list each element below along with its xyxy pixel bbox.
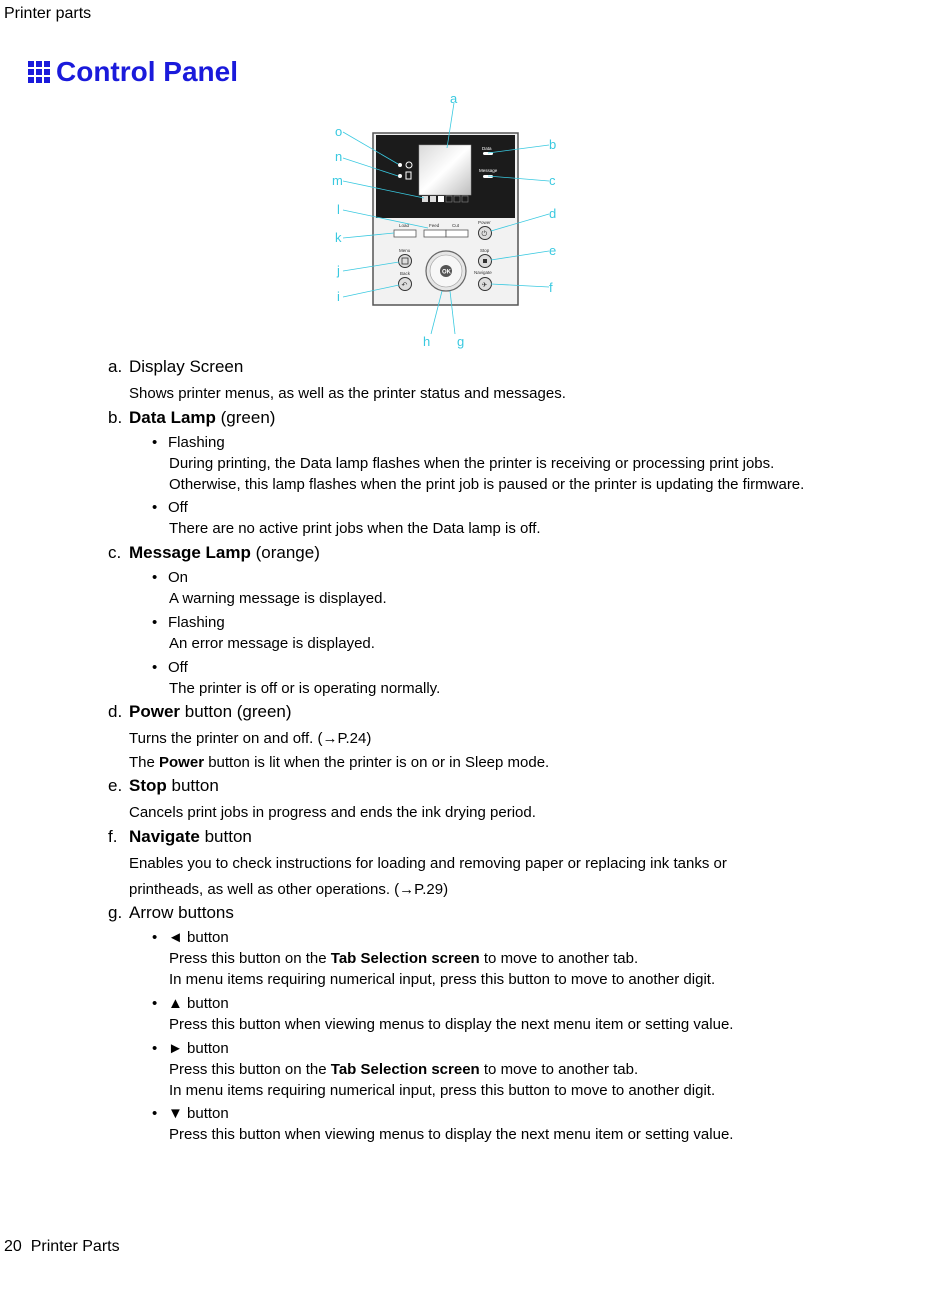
svg-text:⏻: ⏻ [481,230,488,238]
item-c-bullet-3-text: The printer is off or is operating normally. [169,680,441,697]
section-title-block [28,56,238,88]
item-g-bullet-down: • ▼ button [152,1105,229,1122]
running-header: Printer parts [4,5,92,22]
svg-text:OK: OK [442,269,451,276]
callout-c: c [549,173,556,188]
svg-text:↶: ↶ [401,281,408,289]
callout-h: h [423,334,431,349]
svg-text:Cut: Cut [452,223,460,228]
svg-text:Load: Load [399,223,410,228]
item-f-heading: f. Navigate button [108,827,252,846]
svg-text:Navigate: Navigate [474,270,492,275]
item-g-bullet-right-text: Press this button on the Tab Selection screen to move to another tab. In menu items requiring numerical input, press this button to move to another digit. [169,1061,716,1099]
page-title: Control Panel [56,56,239,87]
page-number: 20 [4,1238,22,1255]
item-c-heading: c. Message Lamp (orange) [108,543,320,562]
item-d-description-2: The Power button is lit when the printer is on or in Sleep mode. [129,754,550,771]
svg-text:Menu: Menu [399,248,411,253]
item-f-description-1: Enables you to check instructions for loading and removing paper or replacing ink tanks or [129,855,727,872]
item-b-bullet-1-text: During printing, the Data lamp flashes when the printer is receiving or processing print jobs. Otherwise, this lamp flashes when the print job is paused or the printer is updating the firmware. [169,455,805,493]
svg-text:✈: ✈ [481,281,488,289]
svg-text:Feed: Feed [429,223,440,228]
item-g-bullet-left: • ◄ button [152,929,229,946]
callout-o: o [335,124,343,139]
callout-a: a [450,91,458,106]
item-c-bullet-2: • Flashing [152,614,225,631]
item-f-description-2: printheads, as well as other operations. (→P.29) [129,881,449,898]
callout-k: k [335,230,342,245]
footer-section: Printer Parts [30,1238,120,1255]
control-panel-figure [330,88,570,353]
item-c-bullet-1-text: A warning message is displayed. [169,590,387,607]
item-b-heading: b. Data Lamp (green) [108,408,276,427]
svg-text:Message: Message [479,168,498,173]
callout-n: n [335,149,343,164]
svg-text:Power: Power [478,220,491,225]
callout-j: j [337,263,340,278]
item-c-bullet-2-text: An error message is displayed. [169,635,375,652]
svg-text:Data: Data [482,146,492,151]
item-e-description: Cancels print jobs in progress and ends the ink drying period. [129,804,536,821]
item-b-bullet-1: • Flashing [152,434,225,451]
callout-g: g [457,334,465,349]
item-b-bullet-2-text: There are no active print jobs when the Data lamp is off. [169,520,541,537]
callout-i: i [337,289,340,304]
item-d-heading: d. Power button (green) [108,702,292,721]
grid-icon [28,61,50,83]
callout-e: e [549,243,557,258]
item-g-bullet-up: • ▲ button [152,995,229,1012]
item-b-bullet-2: • Off [152,499,188,516]
callout-d: d [549,206,557,221]
item-g-bullet-right: • ► button [152,1040,229,1057]
item-c-bullet-1: • On [152,569,189,586]
item-a-heading: a. Display Screen [108,357,244,376]
item-d-description-1: Turns the printer on and off. (→P.24) [129,730,372,747]
item-g-bullet-down-text: Press this button when viewing menus to display the next menu item or setting value. [169,1126,734,1143]
item-e-heading: e. Stop button [108,776,219,795]
callout-b: b [549,137,557,152]
item-g-heading: g. Arrow buttons [108,903,234,922]
callout-m: m [332,173,343,188]
control-panel-illustration [330,88,570,353]
callout-f: f [549,280,553,295]
item-c-bullet-3: • Off [152,659,188,676]
svg-text:Back: Back [400,271,411,276]
callout-l: l [337,202,340,217]
svg-text:Stop: Stop [480,248,490,253]
item-g-bullet-up-text: Press this button when viewing menus to display the next menu item or setting value. [169,1016,734,1033]
page-footer [4,1238,120,1256]
item-g-bullet-left-text: Press this button on the Tab Selection screen to move to another tab. In menu items requiring numerical input, press this button to move to another digit. [169,950,716,988]
item-a-description: Shows printer menus, as well as the printer status and messages. [129,385,566,402]
